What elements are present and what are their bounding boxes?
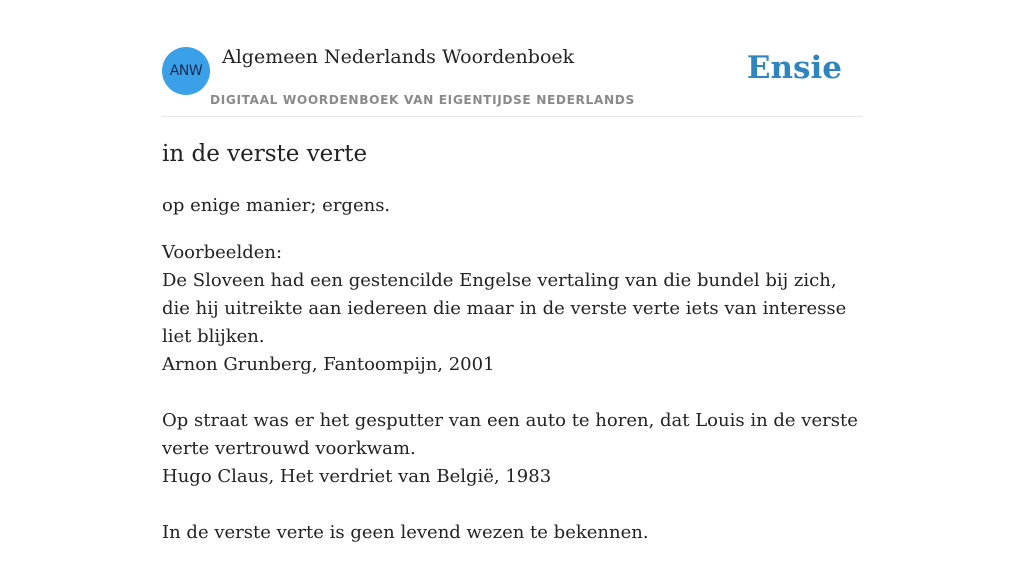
examples-section — [162, 239, 862, 547]
example-item — [162, 267, 862, 379]
site-header — [162, 46, 862, 117]
site-title[interactable]: Algemeen Nederlands Woordenboek — [222, 46, 575, 68]
example-sentence: De Sloveen had een gestencilde Engelse vertaling van die bundel bij zich, die hij uitreikte aan iedereen die maar in de verste verte iets van interesse liet blijken. — [162, 270, 847, 347]
example-item — [162, 519, 862, 547]
examples-label: Voorbeelden: — [162, 242, 283, 263]
site-subtitle: DIGITAAL WOORDENBOEK VAN EIGENTIJDSE NEDERLANDS — [210, 93, 635, 107]
ensie-brand-logo[interactable]: Ensie — [746, 50, 842, 86]
example-item — [162, 407, 862, 491]
example-sentence: Op straat was er het gesputter van een auto te horen, dat Louis in de verste verte vertrouwd voorkwam. — [162, 410, 858, 459]
anw-logo[interactable]: ANW — [162, 47, 210, 95]
entry-content — [162, 136, 862, 575]
example-sentence: In de verste verte is geen levend wezen te bekennen. — [162, 522, 649, 543]
entry-definition: op enige manier; ergens. — [162, 195, 391, 216]
entry-term: in de verste verte — [162, 141, 368, 167]
example-source: Arnon Grunberg, Fantoompijn, 2001 — [162, 354, 495, 375]
example-source: Hugo Claus, Het verdriet van België, 1983 — [162, 466, 552, 487]
